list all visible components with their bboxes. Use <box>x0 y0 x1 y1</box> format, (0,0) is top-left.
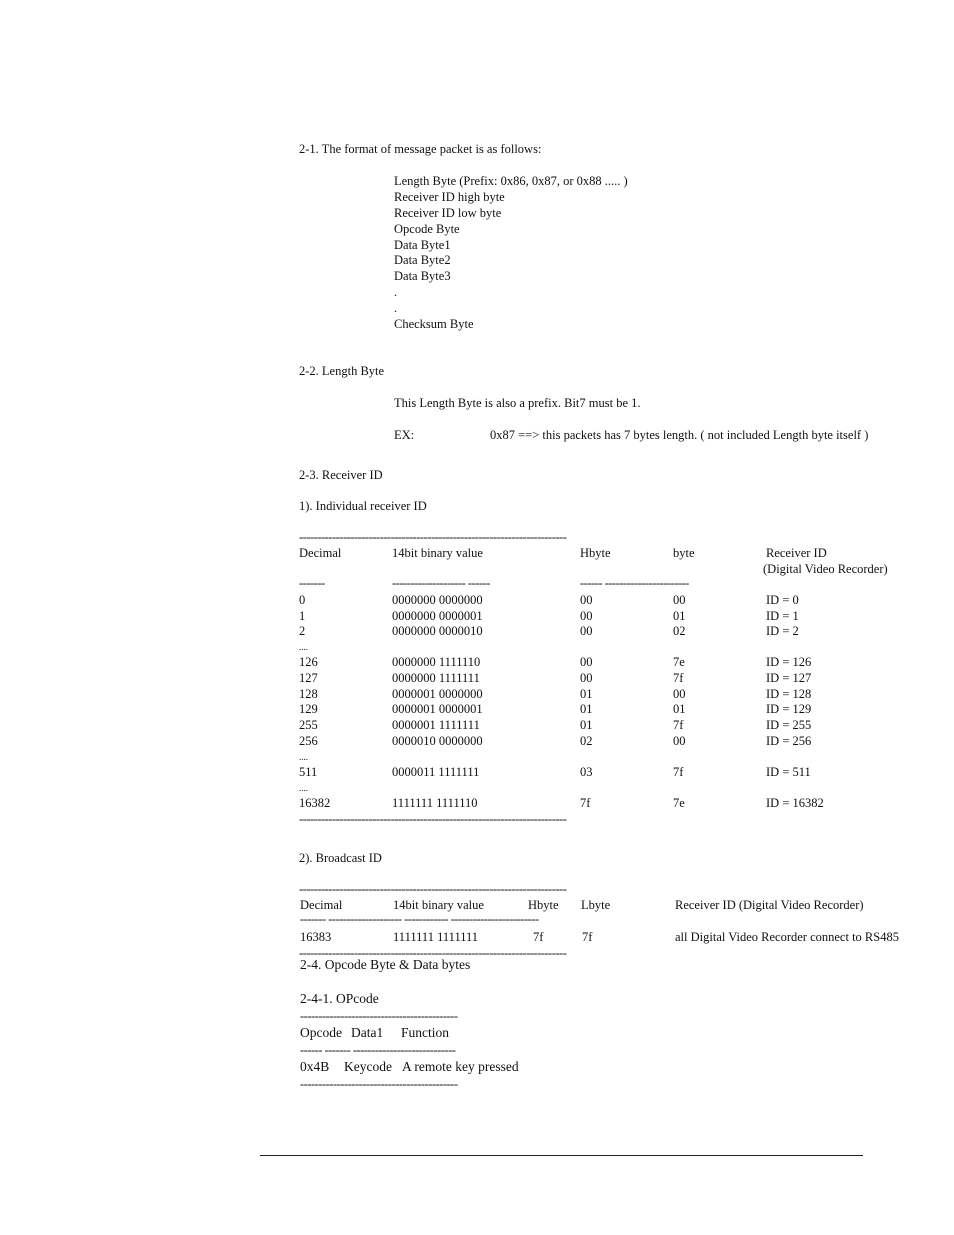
packet-field: Data Byte3 <box>394 269 451 283</box>
cell-receiver-id: all Digital Video Recorder connect to RS485 <box>675 930 899 944</box>
cell-hbyte: 00 <box>580 671 593 685</box>
cell-byte: 7e <box>673 796 685 810</box>
header-underline: ------- <box>299 577 325 589</box>
cell-decimal: 127 <box>299 671 318 685</box>
col-header-binary: 14bit binary value <box>392 546 483 560</box>
footer-rule <box>260 1155 863 1156</box>
cell-byte: 01 <box>673 609 686 623</box>
table-top-rule: ------------------------------------------------------------------------- <box>299 531 567 543</box>
cell-binary: 0000010 0000000 <box>392 734 483 748</box>
cell-decimal: 16383 <box>300 930 332 944</box>
cell-opcode: 0x4B <box>300 1059 330 1074</box>
header-underline: ------ ----------------------- <box>580 577 689 589</box>
ellipsis-row: .... <box>299 752 308 762</box>
ellipsis-row: .... <box>299 783 308 793</box>
cell-byte: 7f <box>673 671 684 685</box>
packet-field: Opcode Byte <box>394 222 460 236</box>
cell-receiver-id: ID = 255 <box>766 718 812 732</box>
col-header-lbyte: Lbyte <box>581 898 611 912</box>
cell-hbyte: 01 <box>580 702 593 716</box>
cell-binary: 0000000 0000001 <box>392 609 483 623</box>
cell-decimal: 2 <box>299 624 306 638</box>
cell-byte: 7f <box>673 718 684 732</box>
table-top-rule: ------------------------------------------------------------------------- <box>299 883 567 895</box>
header-underline: ------- -------------------- ------------ ------------------------ <box>300 913 539 925</box>
cell-receiver-id: ID = 0 <box>766 593 799 607</box>
cell-byte: 02 <box>673 624 686 638</box>
table-bottom-rule: ------------------------------------------------------------------------- <box>299 813 567 825</box>
section-2-3-heading: 2-3. Receiver ID <box>299 468 383 482</box>
cell-byte: 7f <box>673 765 684 779</box>
cell-receiver-id: ID = 2 <box>766 624 799 638</box>
cell-decimal: 129 <box>299 702 318 716</box>
packet-field: Data Byte2 <box>394 253 451 267</box>
cell-byte: 7e <box>673 655 685 669</box>
cell-binary: 1111111 1111111 <box>393 930 479 944</box>
packet-field: . <box>394 301 398 315</box>
col-header-byte: byte <box>673 546 695 560</box>
cell-receiver-id: ID = 126 <box>766 655 812 669</box>
cell-hbyte: 03 <box>580 765 593 779</box>
cell-binary: 0000011 1111111 <box>392 765 480 779</box>
table-bottom-rule: ------------------------------------------- <box>300 1078 458 1090</box>
packet-field: . <box>394 285 398 299</box>
cell-decimal: 126 <box>299 655 318 669</box>
cell-receiver-id: ID = 16382 <box>766 796 824 810</box>
col-header-function: Function <box>401 1025 450 1040</box>
col-header-receiver-id: Receiver ID <box>766 546 827 560</box>
cell-hbyte: 7f <box>580 796 591 810</box>
col-header-decimal: Decimal <box>299 546 342 560</box>
cell-decimal: 16382 <box>299 796 331 810</box>
cell-binary: 0000000 1111110 <box>392 655 481 669</box>
col-header-hbyte: Hbyte <box>580 546 611 560</box>
section-2-4-heading: 2-4. Opcode Byte & Data bytes <box>300 957 471 972</box>
table-bottom-rule: ------------------------------------------------------------------------- <box>299 947 567 959</box>
cell-hbyte: 7f <box>533 930 544 944</box>
cell-binary: 1111111 1111110 <box>392 796 478 810</box>
cell-decimal: 0 <box>299 593 306 607</box>
section-2-2-heading: 2-2. Length Byte <box>299 364 385 378</box>
cell-hbyte: 00 <box>580 655 593 669</box>
cell-binary: 0000000 0000010 <box>392 624 483 638</box>
cell-receiver-id: ID = 1 <box>766 609 799 623</box>
col-header-receiver-id: Receiver ID (Digital Video Recorder) <box>675 898 864 912</box>
col-header-data1: Data1 <box>351 1025 384 1040</box>
header-underline: ------ ------- ---------------------------- <box>300 1044 456 1056</box>
cell-receiver-id: ID = 128 <box>766 687 812 701</box>
packet-field: Receiver ID high byte <box>394 190 505 204</box>
cell-decimal: 256 <box>299 734 318 748</box>
cell-hbyte: 01 <box>580 718 593 732</box>
cell-lbyte: 7f <box>582 930 593 944</box>
cell-hbyte: 00 <box>580 593 593 607</box>
packet-field: Receiver ID low byte <box>394 206 502 220</box>
cell-decimal: 255 <box>299 718 318 732</box>
cell-binary: 0000001 0000000 <box>392 687 483 701</box>
length-byte-description: This Length Byte is also a prefix. Bit7 must be 1. <box>394 396 641 410</box>
cell-data1: Keycode <box>344 1059 392 1074</box>
cell-function: A remote key pressed <box>402 1059 519 1074</box>
example-text: 0x87 ==> this packets has 7 bytes length. ( not included Length byte itself ) <box>490 428 869 442</box>
col-header-binary: 14bit binary value <box>393 898 484 912</box>
cell-byte: 00 <box>673 593 686 607</box>
cell-receiver-id: ID = 511 <box>766 765 811 779</box>
col-header-receiver-id-note: (Digital Video Recorder) <box>763 562 888 576</box>
cell-byte: 00 <box>673 687 686 701</box>
cell-decimal: 511 <box>299 765 318 779</box>
section-2-1-heading: 2-1. The format of message packet is as follows: <box>299 142 542 156</box>
header-underline: -------------------- ------ <box>392 577 490 589</box>
cell-byte: 01 <box>673 702 686 716</box>
cell-binary: 0000001 1111111 <box>392 718 480 732</box>
cell-hbyte: 00 <box>580 609 593 623</box>
cell-receiver-id: ID = 129 <box>766 702 812 716</box>
col-header-decimal: Decimal <box>300 898 343 912</box>
col-header-hbyte: Hbyte <box>528 898 559 912</box>
cell-decimal: 128 <box>299 687 318 701</box>
cell-receiver-id: ID = 127 <box>766 671 812 685</box>
cell-hbyte: 01 <box>580 687 593 701</box>
cell-binary: 0000000 1111111 <box>392 671 480 685</box>
individual-id-subheading: 1). Individual receiver ID <box>299 499 427 513</box>
cell-binary: 0000000 0000000 <box>392 593 483 607</box>
cell-decimal: 1 <box>299 609 306 623</box>
broadcast-id-subheading: 2). Broadcast ID <box>299 851 382 865</box>
cell-hbyte: 02 <box>580 734 593 748</box>
example-label: EX: <box>394 428 415 442</box>
packet-field: Length Byte (Prefix: 0x86, 0x87, or 0x88 ..... ) <box>394 174 628 188</box>
col-header-opcode: Opcode <box>300 1025 342 1040</box>
cell-byte: 00 <box>673 734 686 748</box>
section-2-4-1-heading: 2-4-1. OPcode <box>300 991 379 1006</box>
cell-binary: 0000001 0000001 <box>392 702 483 716</box>
packet-field: Checksum Byte <box>394 317 474 331</box>
cell-hbyte: 00 <box>580 624 593 638</box>
cell-receiver-id: ID = 256 <box>766 734 812 748</box>
ellipsis-row: .... <box>299 642 308 652</box>
table-top-rule: ------------------------------------------- <box>300 1010 458 1022</box>
packet-field: Data Byte1 <box>394 238 451 252</box>
